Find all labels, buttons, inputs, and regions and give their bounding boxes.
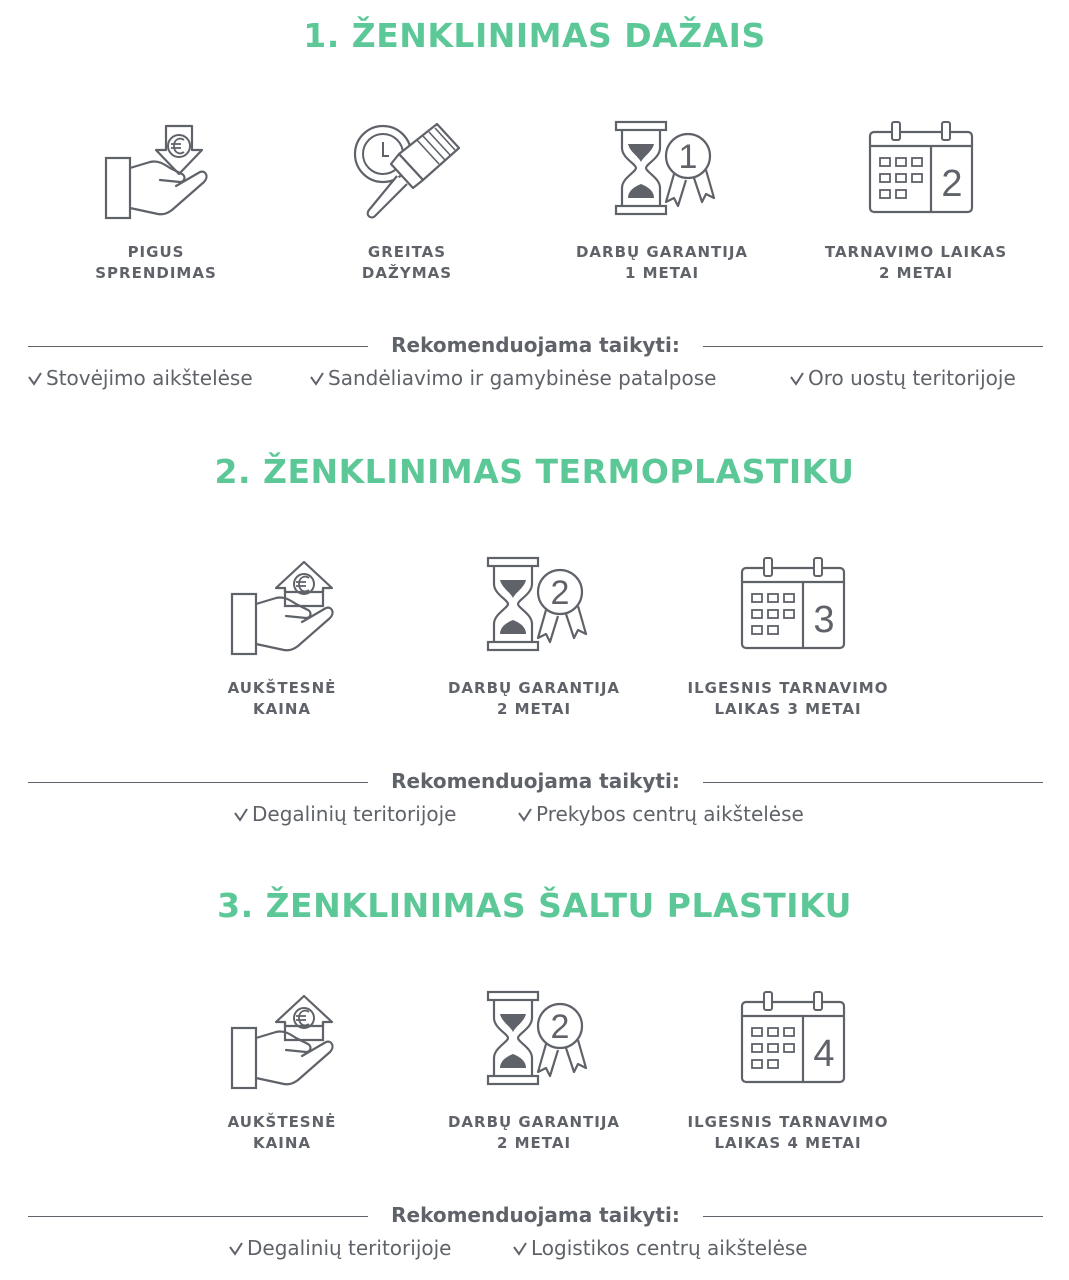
list-item: Oro uostų teritorijoje (790, 364, 1016, 392)
recommendation-divider (28, 330, 1043, 362)
list-item: Degalinių teritorijoje (234, 800, 456, 828)
list-item: Logistikos centrų aikštelėse (513, 1234, 808, 1262)
feature-work-warranty (414, 988, 654, 1154)
feature-label: AUKŠTESNĖ KAINA (227, 679, 337, 718)
feature-service-life (796, 118, 1036, 284)
recommendation-heading: Rekomenduojama taikyti: (391, 1203, 680, 1227)
hourglass-award-icon (474, 988, 594, 1098)
feature-label: ILGESNIS TARNAVIMO LAIKAS 3 METAI (687, 679, 889, 718)
feature-cheap-solution (36, 118, 276, 284)
calendar-icon (856, 118, 976, 228)
hand-euro-up-icon (222, 988, 342, 1098)
section-title: 2. ŽENKLINIMAS TERMOPLASTIKU (214, 452, 855, 491)
feature-label: DARBŲ GARANTIJA 2 METAI (447, 1113, 621, 1152)
hand-euro-up-icon (222, 554, 342, 664)
hourglass-award-icon (474, 554, 594, 664)
calendar-icon (728, 988, 848, 1098)
calendar-number: 4 (813, 1033, 835, 1075)
list-item: Sandėliavimo ir gamybinėse patalpose (310, 364, 716, 392)
hand-euro-down-icon (96, 118, 216, 228)
divider-line (703, 782, 1043, 783)
feature-work-warranty (542, 118, 782, 284)
feature-label: ILGESNIS TARNAVIMO LAIKAS 4 METAI (687, 1113, 889, 1152)
list-item: Stovėjimo aikštelėse (28, 364, 253, 392)
recommendation-list (0, 800, 1069, 830)
check-icon (229, 1234, 243, 1262)
recommendation-divider (28, 1200, 1043, 1232)
feature-higher-price (162, 988, 402, 1154)
award-number: 1 (678, 138, 698, 176)
calendar-number: 2 (941, 163, 963, 205)
feature-longer-service-life (668, 554, 908, 720)
feature-work-warranty (414, 554, 654, 720)
check-icon (310, 364, 324, 392)
recommendation-list (0, 364, 1069, 394)
recommendation-divider (28, 766, 1043, 798)
feature-label: DARBŲ GARANTIJA 2 METAI (447, 679, 621, 718)
feature-label: DARBŲ GARANTIJA 1 METAI (575, 243, 749, 282)
divider-line (703, 1216, 1043, 1217)
recommendation-list (0, 1234, 1069, 1264)
award-number: 2 (550, 574, 570, 612)
check-icon (790, 364, 804, 392)
check-icon (518, 800, 532, 828)
check-icon (234, 800, 248, 828)
clock-brush-icon (347, 118, 467, 228)
calendar-icon (728, 554, 848, 664)
calendar-number: 3 (813, 599, 835, 641)
award-number: 2 (550, 1008, 570, 1046)
divider-line (703, 346, 1043, 347)
section-title: 3. ŽENKLINIMAS ŠALTU PLASTIKU (217, 886, 852, 925)
feature-label: TARNAVIMO LAIKAS 2 METAI (824, 243, 1008, 282)
feature-higher-price (162, 554, 402, 720)
list-item: Prekybos centrų aikštelėse (518, 800, 804, 828)
feature-label: AUKŠTESNĖ KAINA (227, 1113, 337, 1152)
recommendation-heading: Rekomenduojama taikyti: (391, 769, 680, 793)
section-title: 1. ŽENKLINIMAS DAŽAIS (303, 16, 766, 55)
hourglass-award-icon (602, 118, 722, 228)
feature-label: PIGUS SPRENDIMAS (95, 243, 217, 282)
feature-longer-service-life (668, 988, 908, 1154)
check-icon (513, 1234, 527, 1262)
feature-label: GREITAS DAŽYMAS (361, 243, 453, 282)
list-item: Degalinių teritorijoje (229, 1234, 451, 1262)
check-icon (28, 364, 42, 392)
feature-fast-painting (287, 118, 527, 284)
recommendation-heading: Rekomenduojama taikyti: (391, 333, 680, 357)
